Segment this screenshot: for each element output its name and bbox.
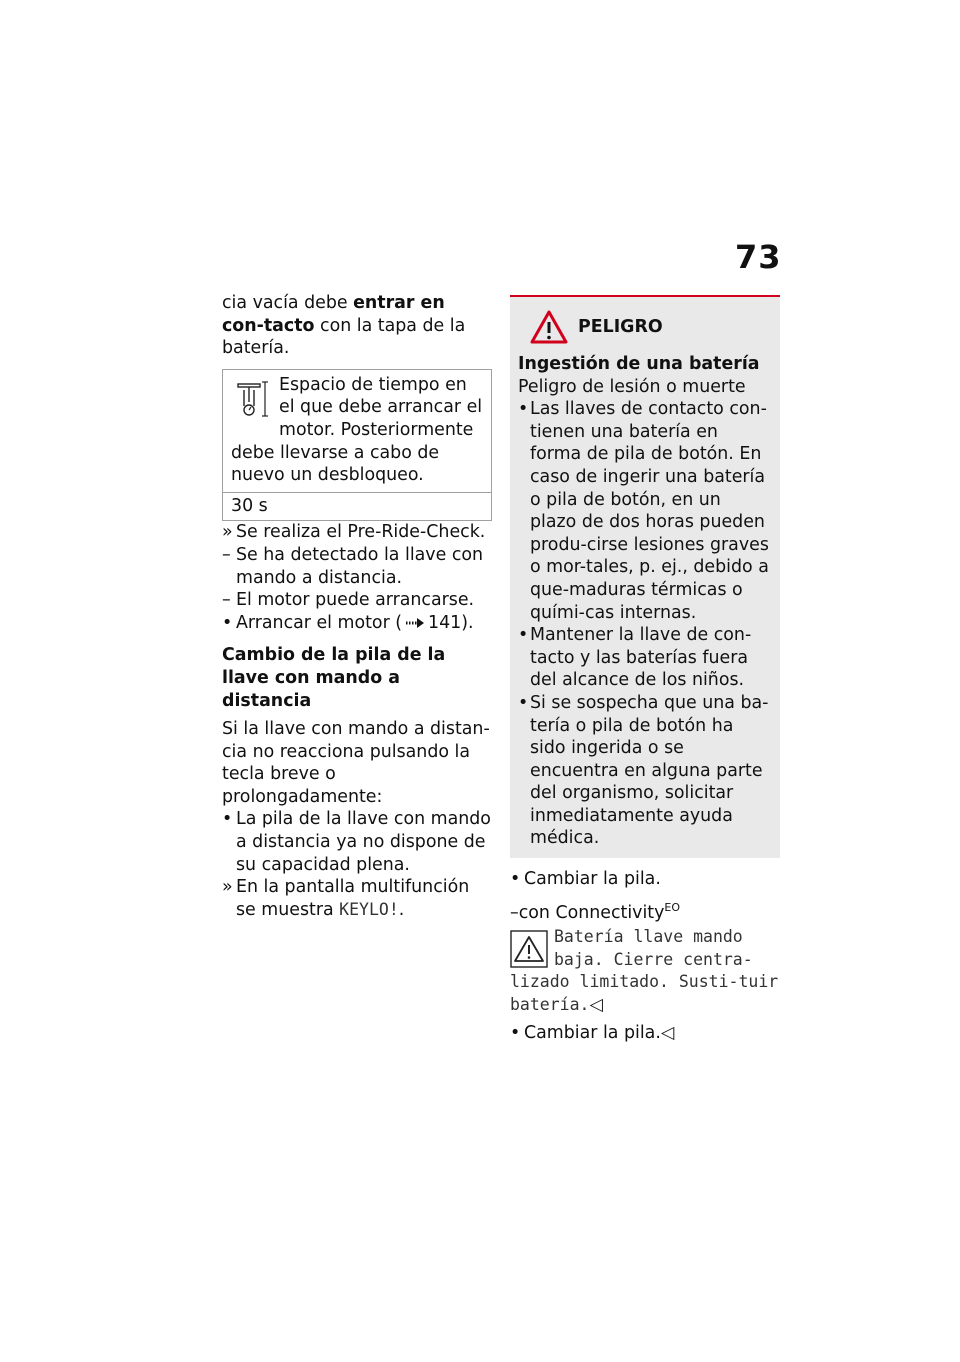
- warning-triangle-icon: [530, 310, 568, 344]
- left-column: [222, 292, 492, 921]
- page-number: 73: [735, 238, 782, 276]
- item-battery-capacity: • La pila de la llave con mando a distancia ya no dispone de su capacidad plena.: [222, 809, 491, 875]
- end-mark: ◁: [589, 994, 603, 1015]
- time-window-text: Espacio de tiempo en el que debe arrancar el motor. Posteriormente debe llevarse a cabo de nuevo un desbloqueo.: [231, 374, 483, 486]
- step-pre-ride-check: » Se realiza el Pre-Ride-Check.: [222, 522, 486, 543]
- time-window-value: 30 s: [223, 492, 491, 521]
- intro-bold: entrar en con-tacto: [222, 293, 445, 336]
- danger-bullet: •Mantener la llave de con-tacto y las baterías fuera del alcance de los niños.: [518, 625, 752, 691]
- page-reference-arrow-icon: [405, 617, 425, 629]
- connectivity-condition: –con Connectivity$^{EO}$: [510, 900, 681, 923]
- warning-display-icon: [510, 930, 548, 968]
- step-start-engine: • Arrancar el motor ( 141).: [222, 612, 474, 633]
- action-change-battery-2: • Cambiar la pila.◁: [510, 1023, 675, 1044]
- section-heading: Cambio de la pila de la llave con mando a distancia: [222, 645, 446, 711]
- item-display-message: » En la pantalla multifunción se muestra KEYLO!.: [222, 877, 470, 920]
- display-code: KEYLO!: [339, 899, 399, 919]
- danger-subtitle: Peligro de lesión o muerte: [518, 376, 746, 397]
- danger-title: Ingestión de una batería: [518, 354, 760, 374]
- end-mark: ◁: [660, 1023, 675, 1044]
- right-column: [510, 295, 780, 1045]
- danger-bullet: •Las llaves de contacto con-tienen una batería en forma de pila de botón. En caso de ingerir una batería o pila de botón, en un plazo de dos horas pueden produ-cirse lesiones graves o mor-tales, p. ej., debido a que-maduras térmicas o quími-cas internas.: [518, 399, 769, 623]
- time-window-box: [222, 369, 492, 522]
- action-change-battery: • Cambiar la pila.: [510, 869, 661, 890]
- intro-text: cia vacía debe entrar en con-tacto con la tapa de la batería.: [222, 293, 466, 359]
- stopwatch-key-icon: [235, 380, 273, 420]
- danger-label: PELIGRO: [578, 316, 663, 337]
- danger-bullet: •Si se sospecha que una ba-tería o pila de botón ha sido ingerida o se encuentra en alguna parte del organismo, solicitar inmediatamente ayuda médica.: [518, 692, 769, 849]
- section-paragraph: Si la llave con mando a distan-cia no reacciona pulsando la tecla breve o prolongadamente:: [222, 719, 490, 807]
- danger-box: [510, 295, 780, 858]
- page-reference[interactable]: 141).: [428, 612, 474, 633]
- warning-message: Batería llave mando baja. Cierre centra-lizado limitado. Susti-tuir batería.: [510, 927, 779, 1014]
- connectivity-superscript: EO: [664, 900, 681, 914]
- step-key-detected: – Se ha detectado la llave con mando a distancia.: [222, 544, 484, 588]
- step-engine-start-ready: – El motor puede arrancarse.: [222, 590, 475, 611]
- display-warning: [510, 926, 780, 1016]
